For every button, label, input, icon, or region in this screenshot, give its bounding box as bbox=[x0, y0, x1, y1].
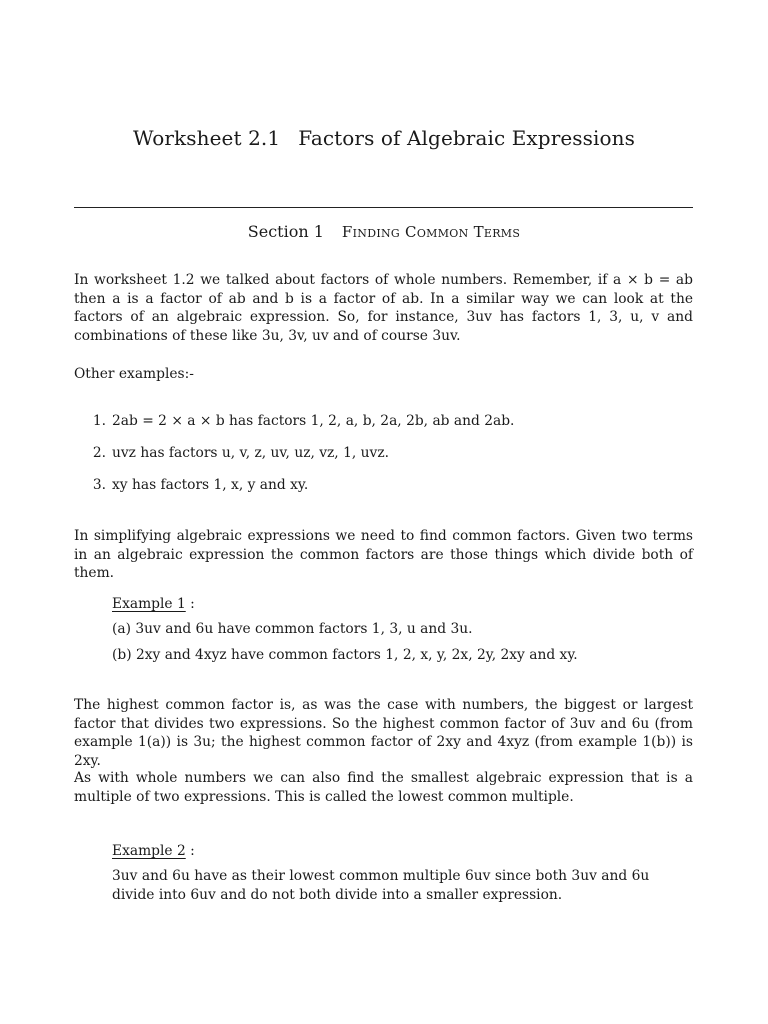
page-title bbox=[0, 126, 768, 150]
example-1-heading: Example 1 : bbox=[112, 596, 195, 612]
hcf-paragraph: The highest common factor is, as was the case with numbers, the biggest or largest factor that divides two expressions. So the highest common factor of 3uv and 6u (from example 1(a)) is 3u; the highest common factor of 2xy and 4xyz (from example 1(b)) is 2xy. bbox=[74, 697, 693, 769]
list-item-text: uvz has factors u, v, z, uv, uz, vz, 1, uvz. bbox=[112, 445, 389, 461]
list-item-text: xy has factors 1, x, y and xy. bbox=[112, 477, 309, 493]
example-2-text: 3uv and 6u have as their lowest common multiple 6uv since both 3uv and 6u divide into 6uv and do not both divide into a smaller expression. bbox=[112, 868, 650, 903]
other-examples-label: Other examples:- bbox=[74, 366, 194, 382]
list-item: 1. 2ab = 2 × a × b has factors 1, 2, a, b, 2a, 2b, ab and 2ab. bbox=[92, 413, 515, 429]
simplifying-paragraph: In simplifying algebraic expressions we need to find common factors. Given two terms in an algebraic expression the common factors are those things which divide both of them. bbox=[74, 528, 693, 582]
worksheet-number: Worksheet 2.1 bbox=[132, 126, 281, 150]
example-1-part-a: (a) 3uv and 6u have common factors 1, 3, u and 3u. bbox=[112, 621, 473, 637]
section-heading bbox=[0, 222, 768, 241]
example-1-part-b: (b) 2xy and 4xyz have common factors 1, 2, x, y, 2x, 2y, 2xy and xy. bbox=[112, 647, 578, 663]
section-label: Section 1 bbox=[247, 222, 324, 241]
intro-paragraph: In worksheet 1.2 we talked about factors of whole numbers. Remember, if a × b = ab then a is a factor of ab and b is a factor of ab. In a similar way we can look at the factors of an algebraic expression. So, for instance, 3uv has factors 1, 3, u, v and combinations of these like 3u, 3v, uv and of course 3uv. bbox=[74, 272, 693, 344]
lcm-paragraph: As with whole numbers we can also find the smallest algebraic expression that is a multiple of two expressions. This is called the lowest common multiple. bbox=[74, 770, 693, 805]
example-2-label: Example 2 bbox=[112, 843, 186, 859]
section-name: Finding Common Terms bbox=[341, 223, 521, 241]
example-2-heading: Example 2 : bbox=[112, 843, 195, 859]
list-item-text: 2ab = 2 × a × b has factors 1, 2, a, b, 2a, 2b, ab and 2ab. bbox=[112, 413, 515, 429]
example-1-label: Example 1 bbox=[112, 596, 186, 612]
worksheet-title: Factors of Algebraic Expressions bbox=[298, 126, 636, 150]
list-item: 2. uvz has factors u, v, z, uv, uz, vz, 1, uvz. bbox=[92, 445, 389, 461]
list-item: 3. xy has factors 1, x, y and xy. bbox=[92, 477, 309, 493]
title-rule bbox=[74, 207, 693, 208]
